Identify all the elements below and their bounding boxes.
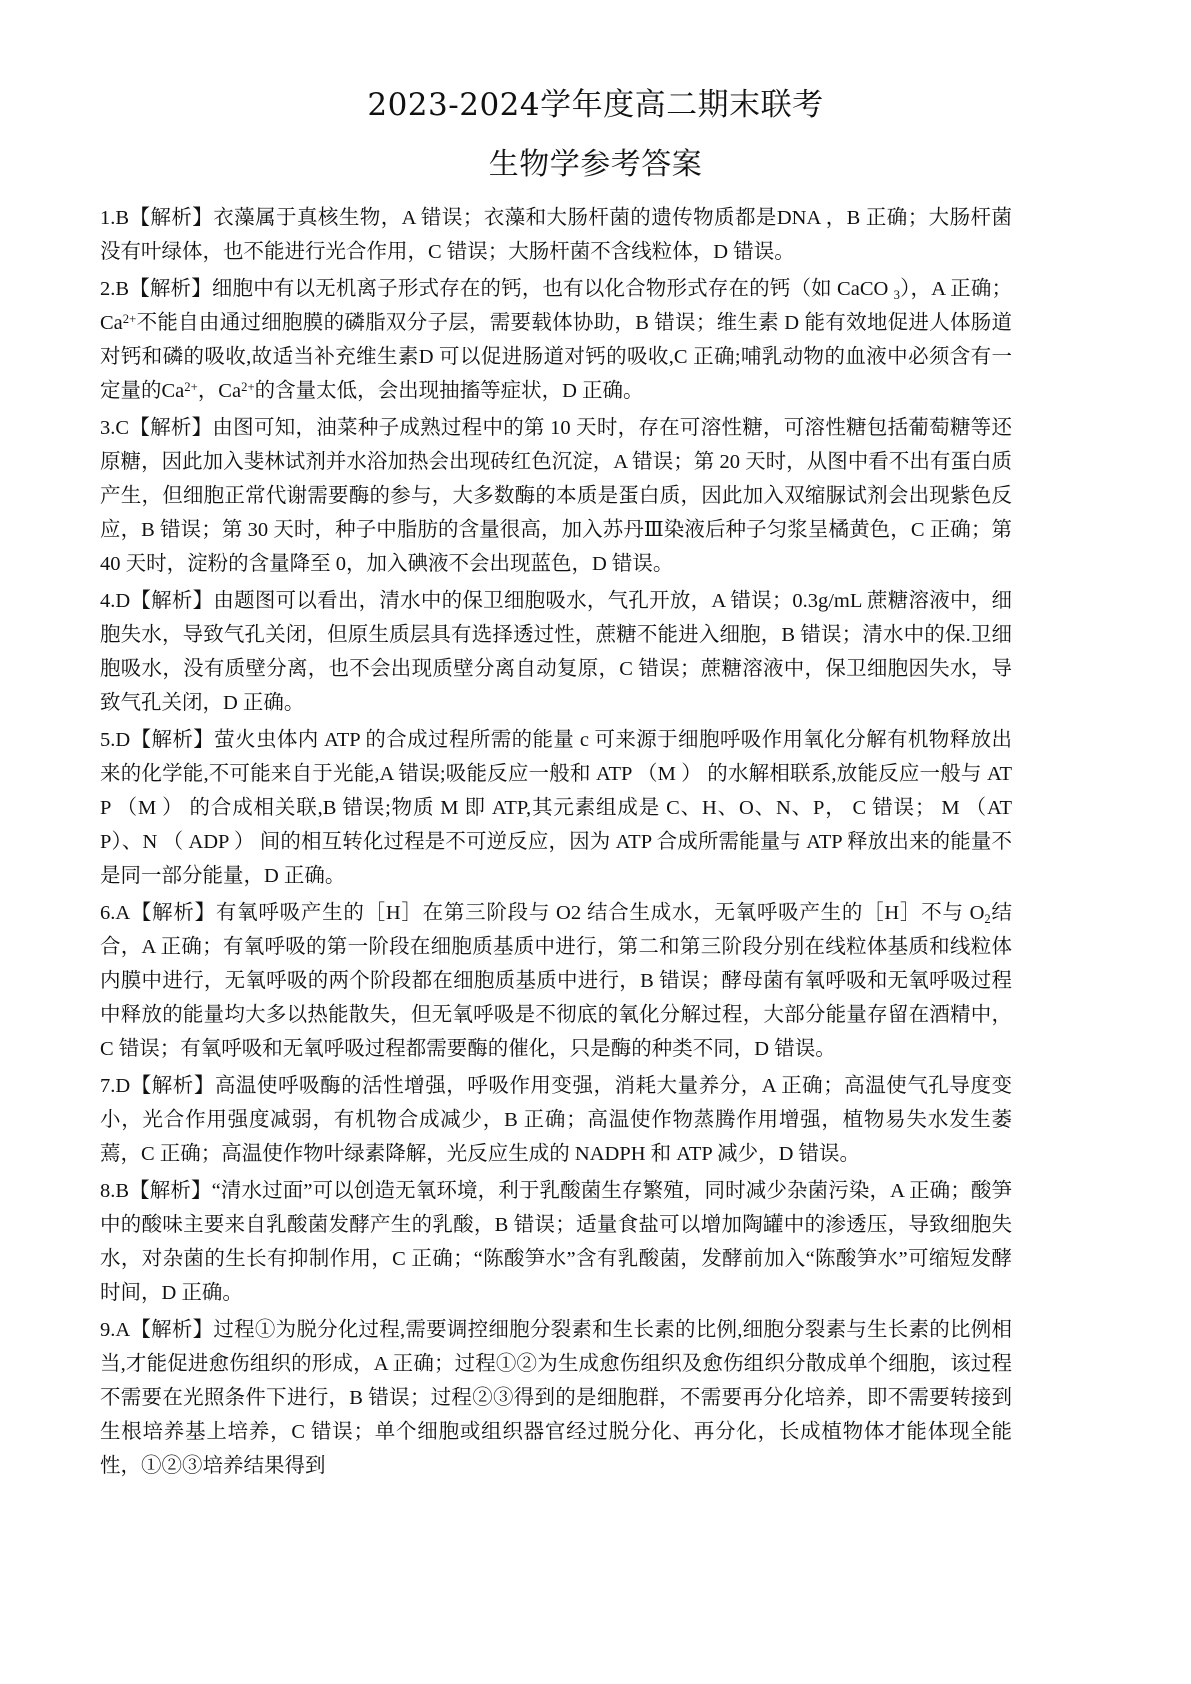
answer-text: ），A 正确； Ca [100, 278, 1012, 334]
answer-6 [100, 896, 1012, 1066]
answer-2 [100, 272, 1012, 408]
answer-text: 6.A【解析】有氧呼吸产生的［H］在第三阶段与 O2 结合生成水，无氧呼吸产生的［H］不与 O [100, 902, 985, 924]
answer-5: 5.D【解析】萤火虫体内 ATP 的合成过程所需的能量 c 可来源于细胞呼吸作用氧化分解有机物释放出来的化学能,不可能来自于光能,A 错误;吸能反应一般和 ATP （M ） 的水解相联系,放能反应一般与 ATP （M ） 的合成相关联,B 错误;物质 M 即 ATP,其元素组成是 C、H、O、N、P， C 错误； M （ATP）、N （ ADP ） 间的相互转化过程是不可逆反应，因为 ATP 合成所需能量与 ATP 释放出来的能量不是同一部分能量，D 正确。 [100, 729, 1012, 887]
answer-8: 8.B【解析】“清水过面”可以创造无氧环境，利于乳酸菌生存繁殖，同时减少杂菌污染，A 正确；酸笋中的酸味主要来自乳酸菌发酵产生的乳酸，B 错误；适量食盐可以增加陶罐中的渗透压，导致细胞失水，对杂菌的生长有抑制作用，C 正确；“陈酸笋水”含有乳酸菌，发酵前加入“陈酸笋水”可缩短发酵时间，D 正确。 [100, 1180, 1012, 1304]
answer-7: 7.D【解析】高温使呼吸酶的活性增强，呼吸作用变强，消耗大量养分，A 正确；高温使气孔导度变小，光合作用强度减弱，有机物合成减少，B 正确；高温使作物蒸腾作用增强，植物易失水发生萎蔫，C 正确；高温使作物叶绿素降解，光反应生成的 NADPH 和 ATP 减少，D 错误。 [100, 1075, 1012, 1165]
answer-text: 结合，A 正确；有氧呼吸的第一阶段在细胞质基质中进行，第二和第三阶段分别在线粒体基质和线粒体内膜中进行，无氧呼吸的两个阶段都在细胞质基质中进行，B 错误；酵母菌有氧呼吸和无氧呼吸过程中释放的能量均大多以热能散失，但无氧呼吸是不彻底的氧化分解过程，大部分能量存留在酒精中，C 错误；有氧呼吸和无氧呼吸过程都需要酶的催化，只是酶的种类不同，D 错误。 [100, 902, 1012, 1060]
subscript: 2 [984, 911, 991, 926]
superscript: 2+ [122, 311, 137, 326]
superscript: 2+ [241, 379, 255, 394]
superscript: 2+ [184, 379, 198, 394]
answer-1: 1.B【解析】衣藻属于真核生物，A 错误；衣藻和大肠杆菌的遗传物质都是DNA ，B 正确；大肠杆菌没有叶绿体，也不能进行光合作用，C 错误；大肠杆菌不含线粒体，D 错误。 [100, 207, 1012, 263]
subscript: 3 [893, 287, 900, 302]
answer-4: 4.D【解析】由题图可以看出，清水中的保卫细胞吸水，气孔开放，A 错误；0.3g/mL 蔗糖溶液中，细胞失水，导致气孔关闭，但原生质层具有选择透过性，蔗糖不能进入细胞，B 错误；清水中的保.卫细胞吸水，没有质壁分离，也不会出现质壁分离自动复原，C 错误；蔗糖溶液中，保卫细胞因失水，导致气孔关闭，D 正确。 [100, 590, 1012, 714]
exam-subtitle: 生物学参考答案 [488, 147, 703, 182]
answer-text: 的含量太低，会出现抽搐等症状，D 正确。 [254, 380, 644, 402]
answer-text: 2.B【解析】细胞中有以无机离子形式存在的钙，也有以化合物形式存在的钙（如 CaCO [100, 278, 894, 300]
answer-text: ，Ca [197, 380, 242, 402]
answer-3: 3.C【解析】由图可知，油菜种子成熟过程中的第 10 天时，存在可溶性糖，可溶性糖包括葡萄糖等还原糖，因此加入斐林试剂并水浴加热会出现砖红色沉淀，A 错误；第 20 天时，从图中看不出有蛋白质产生，但细胞正常代谢需要酶的参与，大多数酶的本质是蛋白质，因此加入双缩脲试剂会出现紫色反应，B 错误；第 30 天时，种子中脂肪的含量很高，加入苏丹Ⅲ染液后种子匀浆呈橘黄色，C 正确；第 40 天时，淀粉的含量降至 0，加入碘液不会出现蓝色，D 错误。 [100, 417, 1012, 575]
answer-9: 9.A【解析】过程①为脱分化过程,需要调控细胞分裂素和生长素的比例,细胞分裂素与生长素的比例相当,才能促进愈伤组织的形成，A 正确；过程①②为生成愈伤组织及愈伤组织分散成单个细胞，该过程不需要在光照条件下进行，B 错误；过程②③得到的是细胞群，不需要再分化培养，即不需要转接到生根培养基上培养，C 错误；单个细胞或组织器官经过脱分化、再分化，长成植物体才能体现全能性，①②③培养结果得到 [100, 1319, 1012, 1477]
exam-title: 2023-2024学年度高二期末联考 [367, 87, 824, 123]
answer-list [100, 201, 1012, 1486]
answer-text: 不能自由通过细胞膜的磷脂双分子层，需要载体协助，B 错误；维生素 D 能有效地促进人体肠道对钙和磷的吸收,故适当补充维生素D 可以促进肠道对钙的吸收,C 正确;哺乳动物的血液中必须含有一定量的Ca [100, 312, 1012, 402]
